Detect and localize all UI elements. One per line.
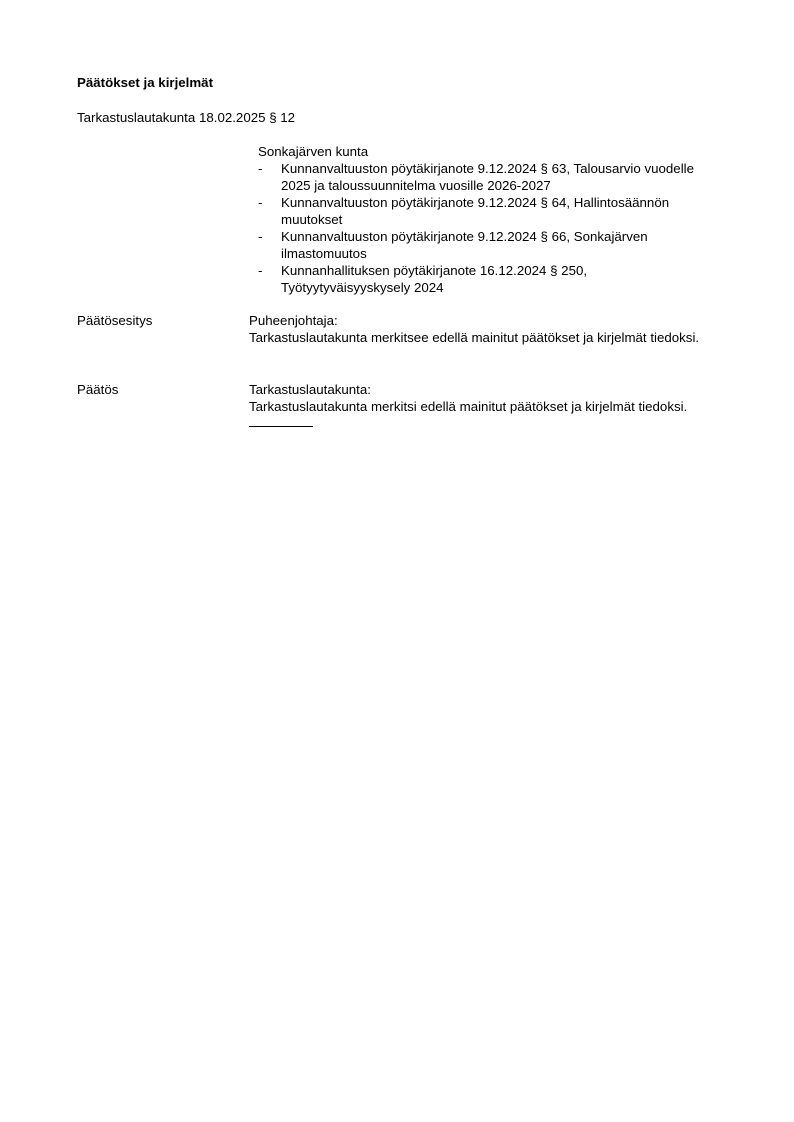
document-list: [258, 160, 718, 296]
end-rule: [249, 426, 313, 427]
municipality-name: Sonkajärven kunta: [258, 144, 369, 159]
list-item-text: Kunnanvaltuuston pöytäkirjanote 9.12.2024 § 63, Talousarvio vuodelle 2025 ja taloussuunnitelma vuosille 2026-2027: [281, 161, 694, 193]
list-item-text: Kunnanvaltuuston pöytäkirjanote 9.12.2024 § 66, Sonkajärven ilmastomuutos: [281, 229, 648, 261]
proposal-section: [249, 312, 749, 346]
meeting-reference: Tarkastuslautakunta 18.02.2025 § 12: [77, 110, 296, 125]
list-item: [258, 262, 718, 296]
list-item: [258, 228, 718, 262]
list-item: [258, 194, 718, 228]
list-dash: -: [258, 161, 263, 176]
decision-section: [249, 381, 749, 415]
list-item: [258, 160, 718, 194]
decision-label: Päätös: [77, 382, 119, 397]
list-dash: -: [258, 263, 263, 278]
list-dash: -: [258, 229, 263, 244]
list-dash: -: [258, 195, 263, 210]
page-title: Päätökset ja kirjelmät: [77, 75, 213, 90]
decision-text: Tarkastuslautakunta merkitsi edellä mainitut päätökset ja kirjelmät tiedoksi.: [249, 399, 688, 414]
decision-body-name: Tarkastuslautakunta:: [249, 382, 371, 397]
proposal-text: Tarkastuslautakunta merkitsee edellä mainitut päätökset ja kirjelmät tiedoksi.: [249, 330, 700, 345]
list-item-text: Kunnanvaltuuston pöytäkirjanote 9.12.2024 § 64, Hallintosäännön muutokset: [281, 195, 670, 227]
proposal-label: Päätösesitys: [77, 313, 153, 328]
proposal-speaker: Puheenjohtaja:: [249, 313, 338, 328]
list-item-text: Kunnanhallituksen pöytäkirjanote 16.12.2024 § 250, Työtyytyväisyyskysely 2024: [281, 263, 588, 295]
